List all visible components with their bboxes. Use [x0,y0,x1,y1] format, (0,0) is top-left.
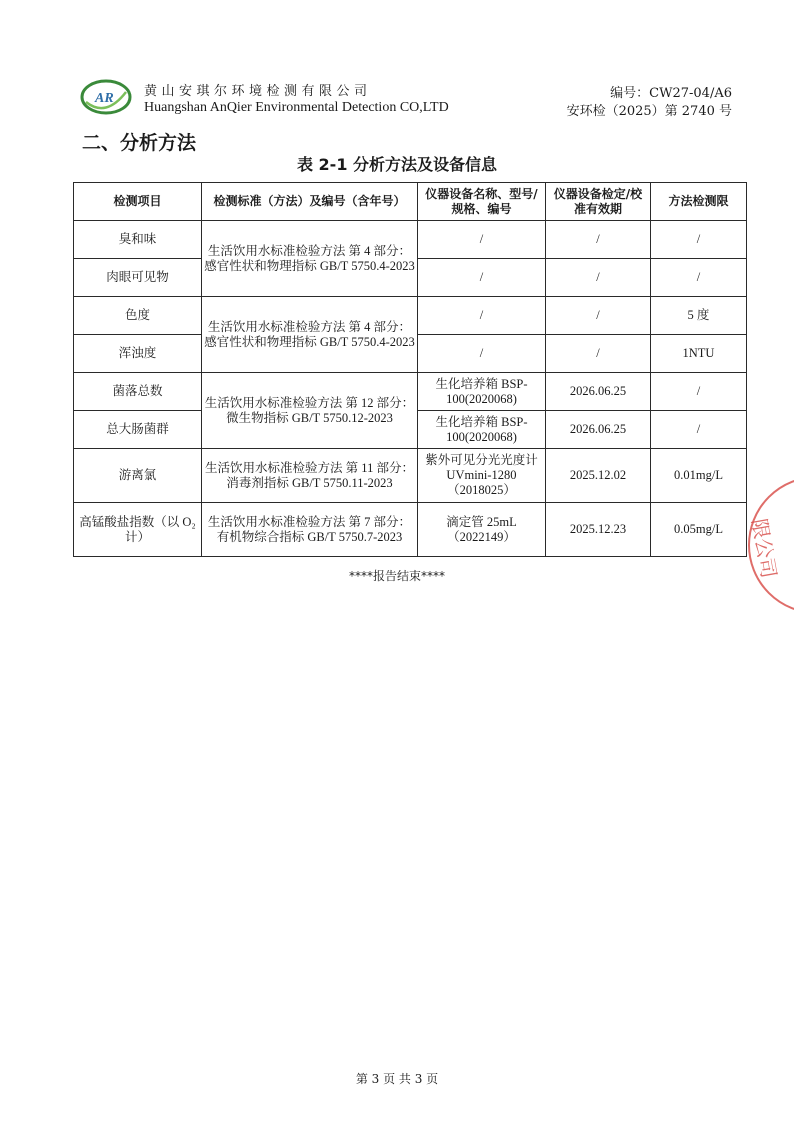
table-row [74,221,747,259]
limit-cell: / [651,373,747,411]
limit-cell: / [651,221,747,259]
limit-cell: 0.01mg/L [651,449,747,503]
page-number: 第 3 页 共 3 页 [355,1072,439,1086]
limit-cell: / [651,411,747,449]
logo-mark: AR [95,91,114,106]
limit-cell: 5 度 [651,297,747,335]
validity-cell: 2025.12.23 [546,503,651,557]
item-cell: 色度 [74,297,202,335]
company-logo-icon [80,78,132,116]
company-name-cn: 黄山安琪尔环境检测有限公司 [144,84,372,99]
instrument-cell: / [418,259,546,297]
instrument-cell: 生化培养箱 BSP-100(2020068) [418,373,546,411]
header-validity: 仪器设备检定/校准有效期 [546,183,651,221]
section-title: 二、分析方法 [82,132,197,154]
instrument-cell: 生化培养箱 BSP-100(2020068) [418,411,546,449]
instrument-cell: 紫外可见分光光度计 UVmini-1280（2018025） [418,449,546,503]
limit-cell: 0.05mg/L [651,503,747,557]
validity-cell: 2026.06.25 [546,373,651,411]
validity-cell: / [546,297,651,335]
header-standard: 检测标准（方法）及编号（含年号） [202,183,418,221]
limit-cell: 1NTU [651,335,747,373]
instrument-cell: / [418,335,546,373]
standard-cell: 生活饮用水标准检验方法 第 4 部分：感官性状和物理指标 GB/T 5750.4-2023 [202,221,418,297]
item-cell: 游离氯 [74,449,202,503]
instrument-cell: / [418,297,546,335]
table-row [74,297,747,335]
validity-cell: / [546,259,651,297]
standard-cell: 生活饮用水标准检验方法 第 7 部分：有机物综合指标 GB/T 5750.7-2023 [202,503,418,557]
item-cell: 总大肠菌群 [74,411,202,449]
table-row [74,449,747,503]
limit-cell: / [651,259,747,297]
analysis-method-table [73,182,747,557]
report-end-note: ****报告结束**** [348,569,445,583]
validity-cell: 2025.12.02 [546,449,651,503]
standard-cell: 生活饮用水标准检验方法 第 4 部分：感官性状和物理指标 GB/T 5750.4-2023 [202,297,418,373]
item-cell: 臭和味 [74,221,202,259]
header-limit: 方法检测限 [651,183,747,221]
seal-text: 限公司 [747,516,782,580]
validity-cell: / [546,335,651,373]
item-cell: 浑浊度 [74,335,202,373]
document-code: 编号：CW27-04/A6 [610,86,732,101]
header-item: 检测项目 [74,183,202,221]
header-instrument: 仪器设备名称、型号/规格、编号 [418,183,546,221]
company-name-en: Huangshan AnQier Environmental Detection CO,LTD [144,100,449,115]
item-cell: 肉眼可见物 [74,259,202,297]
report-number: 安环检（2025）第 2740 号 [566,104,732,119]
item-cell: 高锰酸盐指数（以 O₂计） [74,503,202,557]
table-title: 表 2-1 分析方法及设备信息 [296,155,498,174]
instrument-cell: / [418,221,546,259]
table-row [74,373,747,411]
table-row [74,503,747,557]
standard-cell: 生活饮用水标准检验方法 第 11 部分：消毒剂指标 GB/T 5750.11-2023 [202,449,418,503]
validity-cell: / [546,221,651,259]
company-seal-icon [722,470,794,620]
validity-cell: 2026.06.25 [546,411,651,449]
table-header-row [74,183,747,221]
standard-cell: 生活饮用水标准检验方法 第 12 部分：微生物指标 GB/T 5750.12-2023 [202,373,418,449]
item-cell: 菌落总数 [74,373,202,411]
instrument-cell: 滴定管 25mL（2022149） [418,503,546,557]
